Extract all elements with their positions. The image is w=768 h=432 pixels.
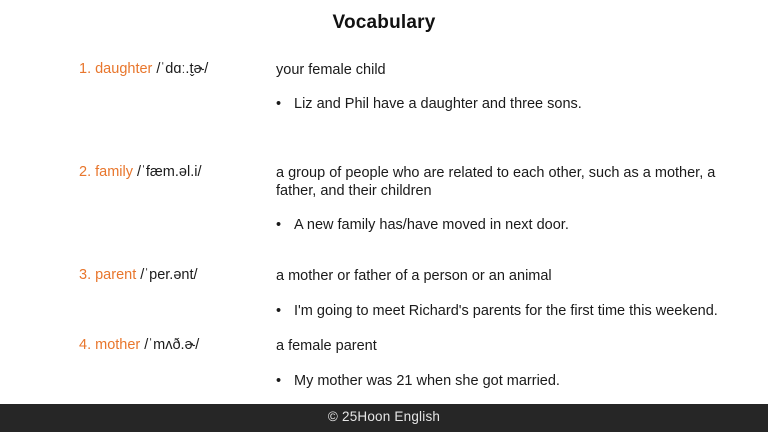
vocab-pronunciation: /ˈdɑː.t̬ɚ/ [156, 61, 209, 77]
vocab-example-text: I'm going to meet Richard's parents for the first time this weekend. [294, 303, 718, 319]
vocab-pronunciation: /ˈper.ənt/ [140, 267, 198, 283]
vocab-pronunciation: /ˈmʌð.ɚ/ [144, 337, 200, 353]
vocab-example [276, 372, 560, 390]
vocab-definition: your female child [276, 62, 386, 78]
vocab-term [79, 267, 198, 283]
vocab-example [276, 216, 569, 234]
vocab-example [276, 95, 582, 113]
vocab-definition: a mother or father of a person or an animal [276, 268, 552, 284]
vocab-term [79, 337, 199, 353]
vocab-term [79, 61, 208, 77]
bullet-icon: • [276, 373, 282, 389]
vocab-word: 1. daughter [79, 61, 153, 77]
copyright-text: © 25Hoon English [327, 409, 441, 424]
bullet-icon: • [276, 303, 282, 319]
vocab-example [276, 302, 718, 320]
vocab-word: 3. parent [79, 267, 137, 283]
vocab-word: 2. family [79, 164, 133, 180]
bullet-icon: • [276, 217, 282, 233]
footer-bar [0, 404, 768, 432]
bullet-icon: • [276, 96, 282, 112]
vocab-example-text: My mother was 21 when she got married. [294, 373, 560, 389]
vocab-example-text: A new family has/have moved in next door. [294, 217, 569, 233]
vocab-pronunciation: /ˈfæm.əl.i/ [137, 164, 202, 180]
vocab-term [79, 164, 201, 180]
vocab-example-text: Liz and Phil have a daughter and three sons. [294, 96, 582, 112]
vocab-definition: a group of people who are related to each other, such as a mother, a father, and their children [276, 165, 716, 199]
page-title: Vocabulary [332, 12, 436, 33]
vocab-definition: a female parent [276, 338, 377, 354]
vocab-word: 4. mother [79, 337, 141, 353]
